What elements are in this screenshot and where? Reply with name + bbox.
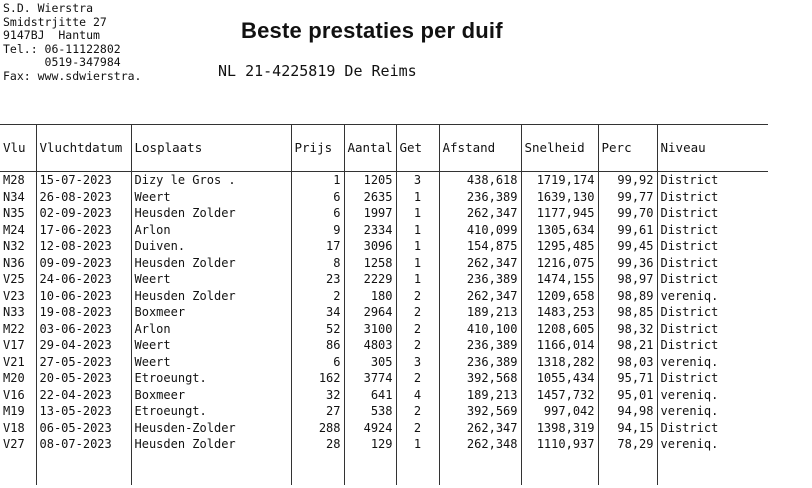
- cell-afstand: 236,389: [439, 271, 521, 288]
- cell-get: 2: [396, 288, 439, 305]
- cell-prijs: 17: [291, 238, 344, 255]
- cell-perc: 94,98: [598, 403, 657, 420]
- cell-afstand: 262,347: [439, 288, 521, 305]
- cell-get: 2: [396, 321, 439, 338]
- cell-niveau: vereniq.: [657, 403, 768, 420]
- cell-prijs: 23: [291, 271, 344, 288]
- cell-get: 2: [396, 420, 439, 437]
- cell-losplaats: Boxmeer: [131, 304, 291, 321]
- cell-afstand: 189,213: [439, 387, 521, 404]
- cell-aantal: 2229: [344, 271, 396, 288]
- sender-address: [3, 2, 141, 83]
- cell-afstand: 438,618: [439, 172, 521, 189]
- cell-vlu: M28: [3, 173, 25, 187]
- cell-afstand: 262,347: [439, 255, 521, 272]
- cell-vlu: N35: [3, 206, 25, 220]
- cell-aantal: 129: [344, 436, 396, 453]
- cell-datum: 02-09-2023: [36, 205, 131, 222]
- cell-afstand: 392,569: [439, 403, 521, 420]
- table-header-row: [0, 125, 768, 172]
- cell-datum: 10-06-2023: [36, 288, 131, 305]
- table-row: [0, 271, 768, 288]
- cell-get: 1: [396, 436, 439, 453]
- cell-datum: 27-05-2023: [36, 354, 131, 371]
- cell-snelheid: 1209,658: [521, 288, 598, 305]
- cell-vlu: V18: [3, 420, 25, 435]
- cell-aantal: 1258: [344, 255, 396, 272]
- cell-vlu: V16: [3, 387, 25, 402]
- cell-get: 2: [396, 337, 439, 354]
- cell-datum: 17-06-2023: [36, 222, 131, 239]
- cell-prijs: 9: [291, 222, 344, 239]
- cell-losplaats: Arlon: [131, 222, 291, 239]
- cell-get: 1: [396, 238, 439, 255]
- cell-snelheid: 1318,282: [521, 354, 598, 371]
- cell-datum: 03-06-2023: [36, 321, 131, 338]
- cell-perc: 99,77: [598, 189, 657, 206]
- cell-datum: 06-05-2023: [36, 420, 131, 437]
- cell-niveau: District: [657, 370, 768, 387]
- cell-losplaats: Heusden Zolder: [131, 205, 291, 222]
- table-row: [0, 436, 768, 453]
- cell-prijs: 6: [291, 354, 344, 371]
- cell-vlu: N33: [3, 305, 25, 319]
- cell-vlu: M20: [3, 371, 25, 385]
- cell-get: 3: [396, 172, 439, 189]
- cell-prijs: 34: [291, 304, 344, 321]
- cell-perc: 98,89: [598, 288, 657, 305]
- cell-afstand: 262,347: [439, 420, 521, 437]
- cell-vlu: N32: [3, 239, 25, 253]
- table-row: [0, 172, 768, 189]
- cell-prijs: 6: [291, 189, 344, 206]
- cell-snelheid: 1305,634: [521, 222, 598, 239]
- cell-niveau: District: [657, 222, 768, 239]
- cell-perc: 95,71: [598, 370, 657, 387]
- cell-get: 2: [396, 403, 439, 420]
- cell-snelheid: 1457,732: [521, 387, 598, 404]
- cell-vlu: M22: [3, 321, 25, 336]
- table-row: [0, 370, 768, 387]
- col-header-niveau: Niveau: [657, 125, 768, 172]
- cell-perc: 99,70: [598, 205, 657, 222]
- cell-vlu: V17: [3, 338, 25, 352]
- cell-aantal: 2334: [344, 222, 396, 239]
- col-header-perc: Perc: [598, 125, 657, 172]
- cell-prijs: 32: [291, 387, 344, 404]
- cell-prijs: 52: [291, 321, 344, 338]
- table-row: [0, 238, 768, 255]
- cell-datum: 29-04-2023: [36, 337, 131, 354]
- cell-losplaats: Weert: [131, 271, 291, 288]
- cell-get: 1: [396, 205, 439, 222]
- sender-phone: Tel.: 06-11122802: [3, 41, 121, 56]
- cell-perc: 99,36: [598, 255, 657, 272]
- cell-niveau: District: [657, 238, 768, 255]
- cell-losplaats: Heusden-Zolder: [131, 420, 291, 437]
- col-header-aantal: Aantal: [344, 125, 396, 172]
- cell-datum: 19-08-2023: [36, 304, 131, 321]
- col-header-get: Get: [396, 125, 439, 172]
- cell-losplaats: Duiven.: [131, 238, 291, 255]
- cell-losplaats: Heusden Zolder: [131, 288, 291, 305]
- cell-snelheid: 1177,945: [521, 205, 598, 222]
- cell-prijs: 2: [291, 288, 344, 305]
- cell-datum: 22-04-2023: [36, 387, 131, 404]
- cell-afstand: 189,213: [439, 304, 521, 321]
- cell-prijs: 28: [291, 436, 344, 453]
- table-row: [0, 222, 768, 239]
- cell-perc: 99,92: [598, 172, 657, 189]
- cell-afstand: 410,100: [439, 321, 521, 338]
- pigeon-id: NL 21-4225819 De Reims: [218, 62, 417, 80]
- cell-perc: 98,32: [598, 321, 657, 338]
- cell-losplaats: Etroeungt.: [131, 403, 291, 420]
- cell-niveau: District: [657, 337, 768, 354]
- cell-get: 3: [396, 354, 439, 371]
- cell-niveau: District: [657, 304, 768, 321]
- cell-datum: 20-05-2023: [36, 370, 131, 387]
- cell-datum: 26-08-2023: [36, 189, 131, 206]
- cell-snelheid: 1166,014: [521, 337, 598, 354]
- cell-afstand: 392,568: [439, 370, 521, 387]
- cell-snelheid: 1639,130: [521, 189, 598, 206]
- cell-niveau: District: [657, 271, 768, 288]
- cell-snelheid: 1110,937: [521, 436, 598, 453]
- cell-prijs: 6: [291, 205, 344, 222]
- cell-snelheid: 1208,605: [521, 321, 598, 338]
- cell-aantal: 305: [344, 354, 396, 371]
- cell-afstand: 236,389: [439, 337, 521, 354]
- cell-losplaats: Heusden Zolder: [131, 436, 291, 453]
- cell-aantal: 1205: [344, 172, 396, 189]
- cell-datum: 08-07-2023: [36, 436, 131, 453]
- cell-snelheid: 1719,174: [521, 172, 598, 189]
- cell-datum: 13-05-2023: [36, 403, 131, 420]
- cell-aantal: 3096: [344, 238, 396, 255]
- cell-snelheid: 1483,253: [521, 304, 598, 321]
- cell-perc: 98,97: [598, 271, 657, 288]
- cell-losplaats: Weert: [131, 337, 291, 354]
- table-row: [0, 420, 768, 437]
- cell-niveau: vereniq.: [657, 288, 768, 305]
- cell-perc: 99,45: [598, 238, 657, 255]
- cell-niveau: vereniq.: [657, 387, 768, 404]
- sender-name: S.D. Wierstra: [3, 1, 94, 15]
- cell-perc: 95,01: [598, 387, 657, 404]
- col-header-vluchtdatum: Vluchtdatum: [36, 125, 131, 172]
- cell-datum: 15-07-2023: [36, 172, 131, 189]
- cell-get: 1: [396, 255, 439, 272]
- cell-afstand: 262,348: [439, 436, 521, 453]
- cell-snelheid: 1474,155: [521, 271, 598, 288]
- cell-losplaats: Weert: [131, 189, 291, 206]
- cell-vlu: V25: [3, 272, 25, 286]
- cell-get: 2: [396, 304, 439, 321]
- sender-street: Smidstrjitte 27: [3, 14, 107, 29]
- cell-snelheid: 1055,434: [521, 370, 598, 387]
- cell-losplaats: Etroeungt.: [131, 370, 291, 387]
- cell-losplaats: Arlon: [131, 321, 291, 338]
- cell-snelheid: 1216,075: [521, 255, 598, 272]
- cell-perc: 98,85: [598, 304, 657, 321]
- cell-afstand: 236,389: [439, 354, 521, 371]
- cell-aantal: 538: [344, 403, 396, 420]
- col-header-vlu: Vlu: [0, 125, 36, 172]
- cell-snelheid: 1398,319: [521, 420, 598, 437]
- table-row: [0, 205, 768, 222]
- sender-phone-2: 0519-347984: [3, 55, 121, 69]
- cell-afstand: 262,347: [439, 205, 521, 222]
- cell-aantal: 641: [344, 387, 396, 404]
- cell-niveau: District: [657, 420, 768, 437]
- cell-niveau: District: [657, 189, 768, 206]
- cell-prijs: 1: [291, 172, 344, 189]
- results-table: [0, 124, 768, 485]
- cell-perc: 98,03: [598, 354, 657, 371]
- cell-niveau: District: [657, 255, 768, 272]
- sender-fax: Fax: www.sdwierstra.: [3, 68, 142, 83]
- cell-prijs: 162: [291, 370, 344, 387]
- cell-prijs: 8: [291, 255, 344, 272]
- col-header-losplaats: Losplaats: [131, 125, 291, 172]
- cell-datum: 12-08-2023: [36, 238, 131, 255]
- cell-prijs: 86: [291, 337, 344, 354]
- sender-postal-city: 9147BJ Hantum: [3, 28, 100, 42]
- cell-perc: 99,61: [598, 222, 657, 239]
- cell-losplaats: Boxmeer: [131, 387, 291, 404]
- cell-aantal: 4803: [344, 337, 396, 354]
- cell-get: 1: [396, 222, 439, 239]
- cell-aantal: 180: [344, 288, 396, 305]
- cell-vlu: V27: [3, 437, 25, 451]
- table-row: [0, 304, 768, 321]
- col-header-prijs: Prijs: [291, 125, 344, 172]
- cell-vlu: M24: [3, 222, 25, 237]
- cell-niveau: vereniq.: [657, 436, 768, 453]
- cell-vlu: V21: [3, 354, 25, 369]
- cell-niveau: vereniq.: [657, 354, 768, 371]
- col-header-snelheid: Snelheid: [521, 125, 598, 172]
- cell-vlu: N34: [3, 189, 25, 204]
- cell-aantal: 3100: [344, 321, 396, 338]
- cell-get: 1: [396, 189, 439, 206]
- cell-aantal: 1997: [344, 205, 396, 222]
- cell-afstand: 410,099: [439, 222, 521, 239]
- cell-niveau: District: [657, 321, 768, 338]
- cell-get: 4: [396, 387, 439, 404]
- cell-aantal: 2964: [344, 304, 396, 321]
- cell-losplaats: Heusden Zolder: [131, 255, 291, 272]
- cell-vlu: M19: [3, 404, 25, 418]
- page-title: Beste prestaties per duif: [241, 18, 503, 43]
- cell-perc: 78,29: [598, 436, 657, 453]
- col-header-afstand: Afstand: [439, 125, 521, 172]
- cell-prijs: 288: [291, 420, 344, 437]
- table-row: [0, 337, 768, 354]
- table-row: [0, 321, 768, 338]
- cell-vlu: N36: [3, 255, 25, 270]
- table-row: [0, 387, 768, 404]
- table-row: [0, 288, 768, 305]
- cell-aantal: 4924: [344, 420, 396, 437]
- cell-snelheid: 1295,485: [521, 238, 598, 255]
- table-row: [0, 354, 768, 371]
- cell-perc: 94,15: [598, 420, 657, 437]
- table-filler-row: [0, 453, 768, 485]
- cell-prijs: 27: [291, 403, 344, 420]
- cell-datum: 09-09-2023: [36, 255, 131, 272]
- cell-get: 2: [396, 370, 439, 387]
- cell-niveau: District: [657, 172, 768, 189]
- cell-afstand: 154,875: [439, 238, 521, 255]
- table-row: [0, 255, 768, 272]
- table-row: [0, 403, 768, 420]
- cell-vlu: V23: [3, 288, 25, 303]
- cell-perc: 98,21: [598, 337, 657, 354]
- cell-datum: 24-06-2023: [36, 271, 131, 288]
- cell-losplaats: Weert: [131, 354, 291, 371]
- table-row: [0, 189, 768, 206]
- cell-losplaats: Dizy le Gros .: [131, 172, 291, 189]
- cell-afstand: 236,389: [439, 189, 521, 206]
- cell-snelheid: 997,042: [521, 403, 598, 420]
- cell-get: 1: [396, 271, 439, 288]
- cell-niveau: District: [657, 205, 768, 222]
- cell-aantal: 2635: [344, 189, 396, 206]
- cell-aantal: 3774: [344, 370, 396, 387]
